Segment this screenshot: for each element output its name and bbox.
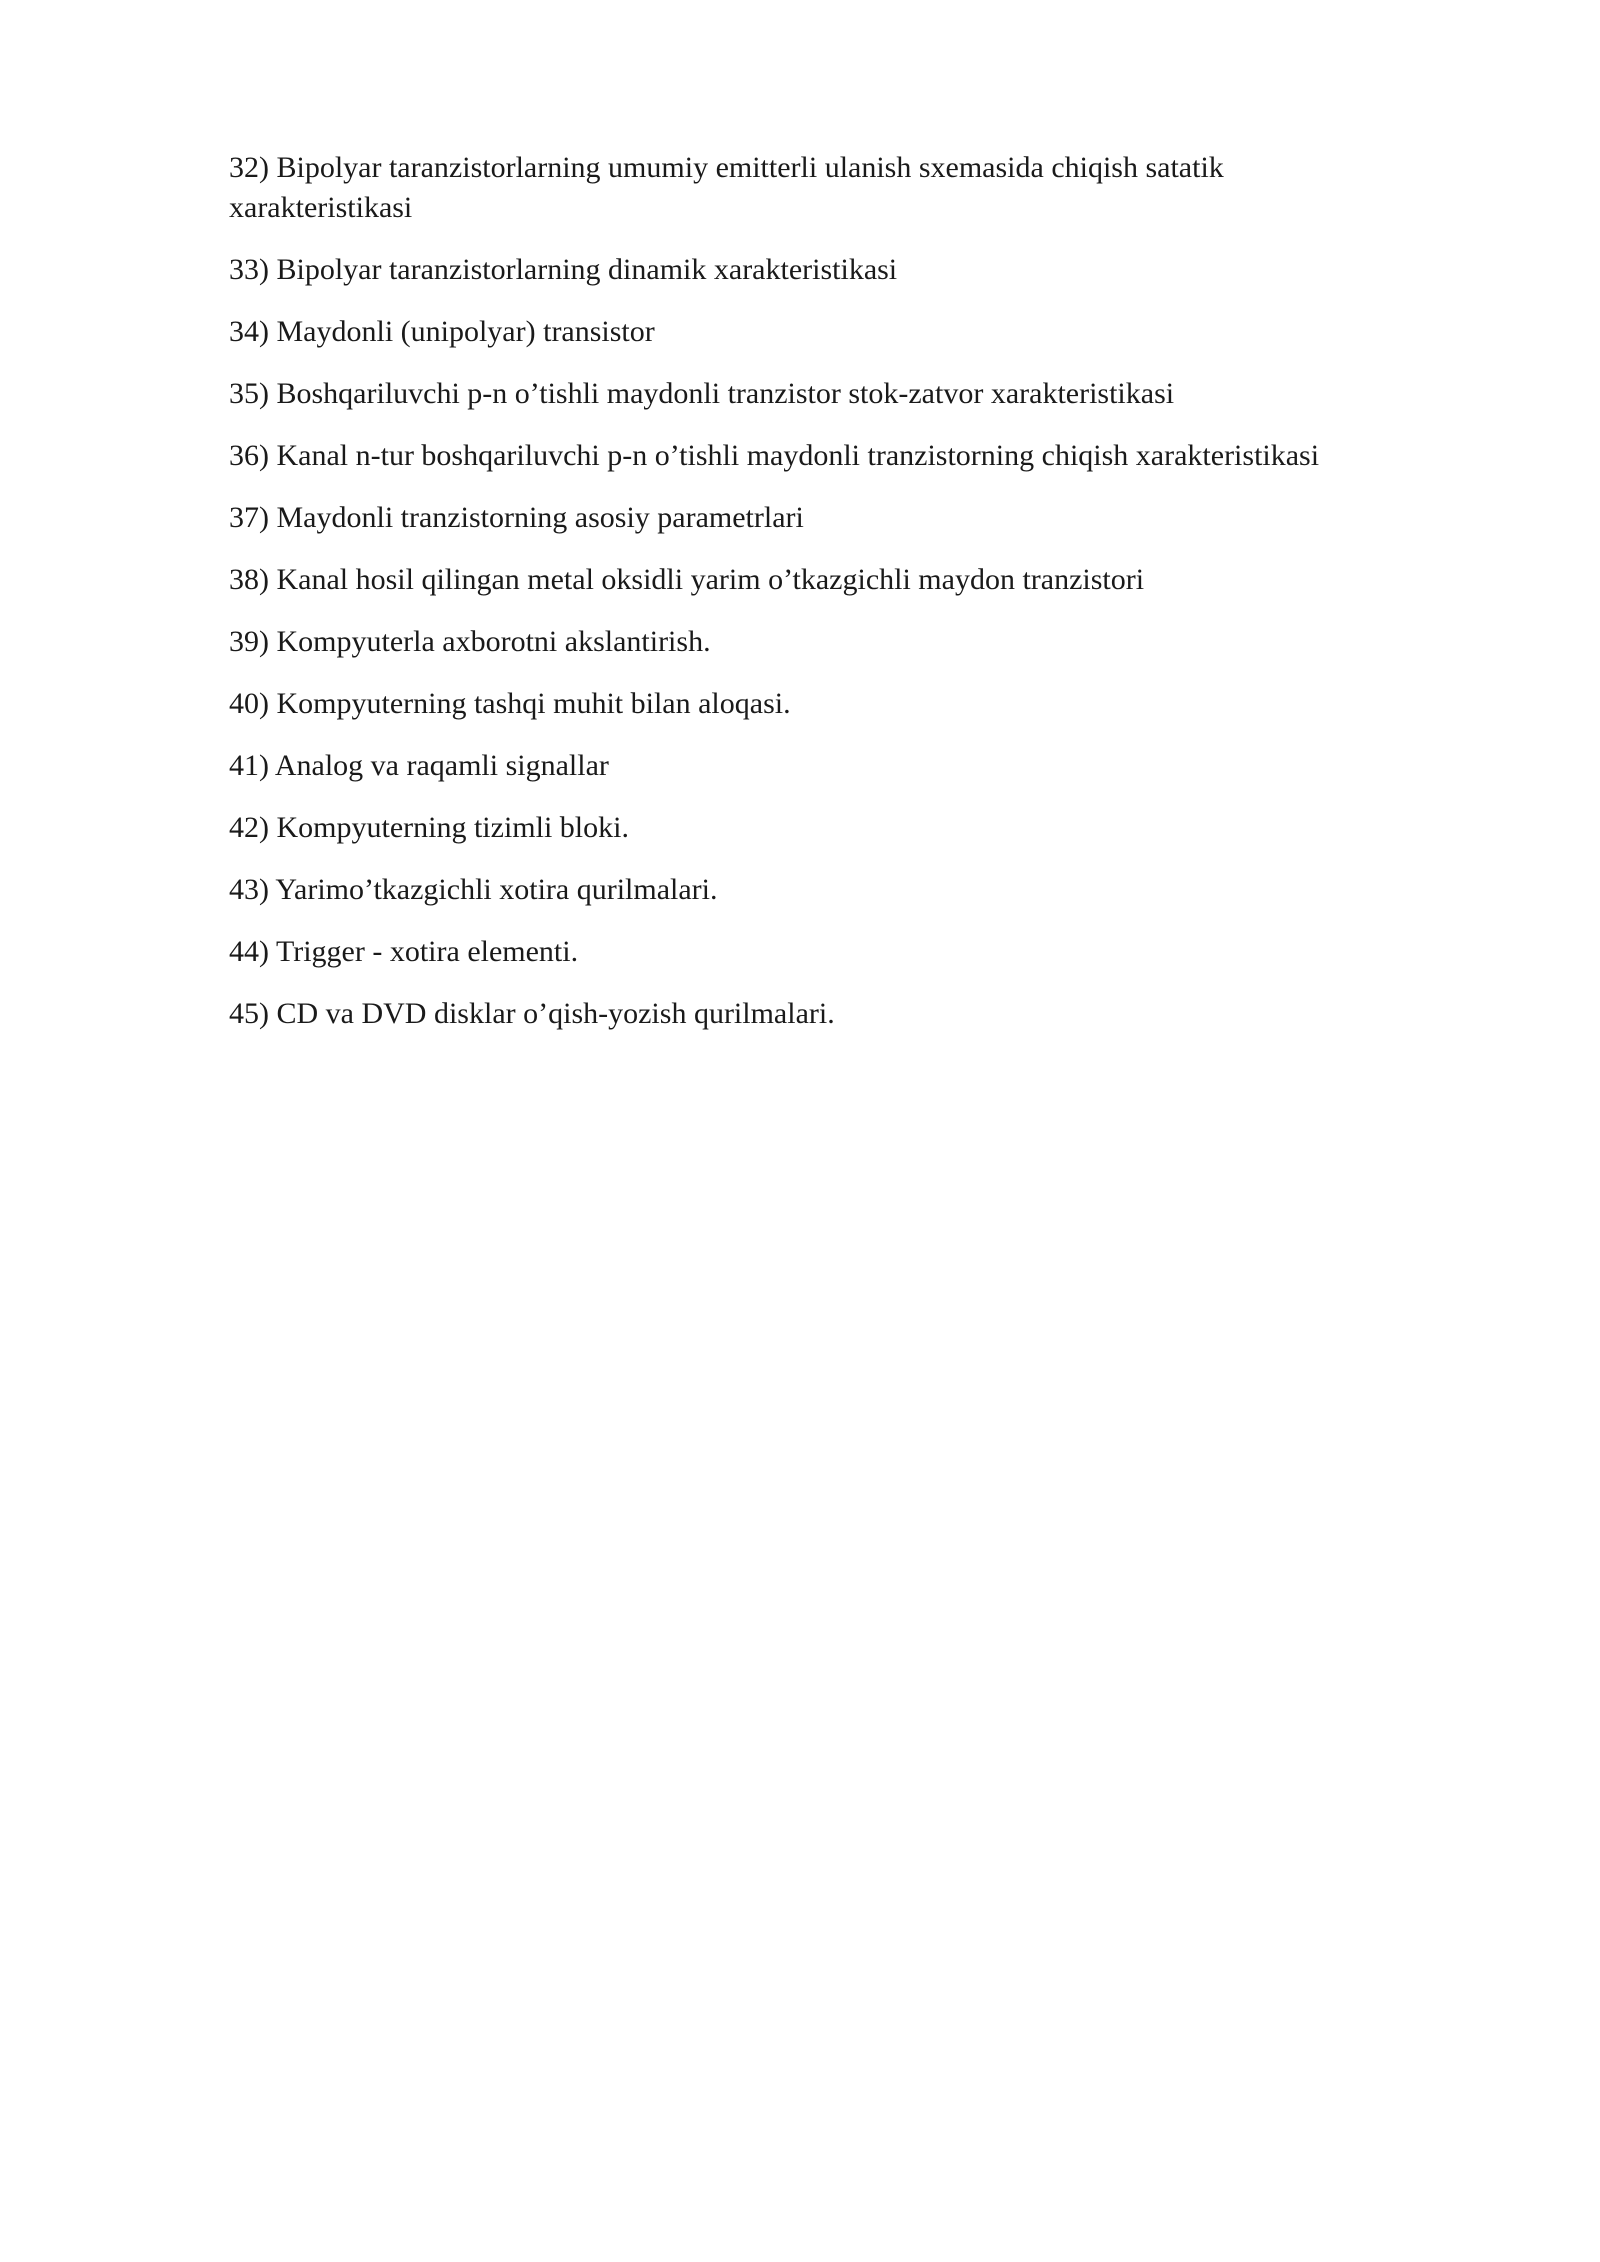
question-item-41: 41) Analog va raqamli signallar	[229, 749, 609, 782]
question-item-33: 33) Bipolyar taranzistorlarning dinamik xarakteristikasi	[229, 253, 898, 286]
question-item-35: 35) Boshqariluvchi p-n o’tishli maydonli tranzistor stok-zatvor xarakteristikasi	[229, 377, 1175, 410]
question-item-45: 45) CD va DVD disklar o’qish-yozish qurilmalari.	[229, 997, 835, 1030]
question-item-34: 34) Maydonli (unipolyar) transistor	[229, 315, 655, 348]
question-item-32: 32) Bipolyar taranzistorlarning umumiy emitterli ulanish sxemasida chiqish satatik xarakteristikasi	[229, 151, 1224, 224]
question-item-37: 37) Maydonli tranzistorning asosiy parametrlari	[229, 501, 804, 534]
question-item-43: 43) Yarimo’tkazgichli xotira qurilmalari.	[229, 873, 718, 906]
question-item-38: 38) Kanal hosil qilingan metal oksidli yarim o’tkazgichli maydon tranzistori	[229, 563, 1145, 596]
question-item-39: 39) Kompyuterla axborotni akslantirish.	[229, 625, 711, 658]
question-item-44: 44) Trigger - xotira elementi.	[229, 935, 579, 968]
question-item-36: 36) Kanal n-tur boshqariluvchi p-n o’tishli maydonli tranzistorning chiqish xarakteristikasi	[229, 439, 1320, 472]
question-item-42: 42) Kompyuterning tizimli bloki.	[229, 811, 629, 844]
question-list	[229, 148, 1429, 1056]
question-item-40: 40) Kompyuterning tashqi muhit bilan aloqasi.	[229, 687, 791, 720]
